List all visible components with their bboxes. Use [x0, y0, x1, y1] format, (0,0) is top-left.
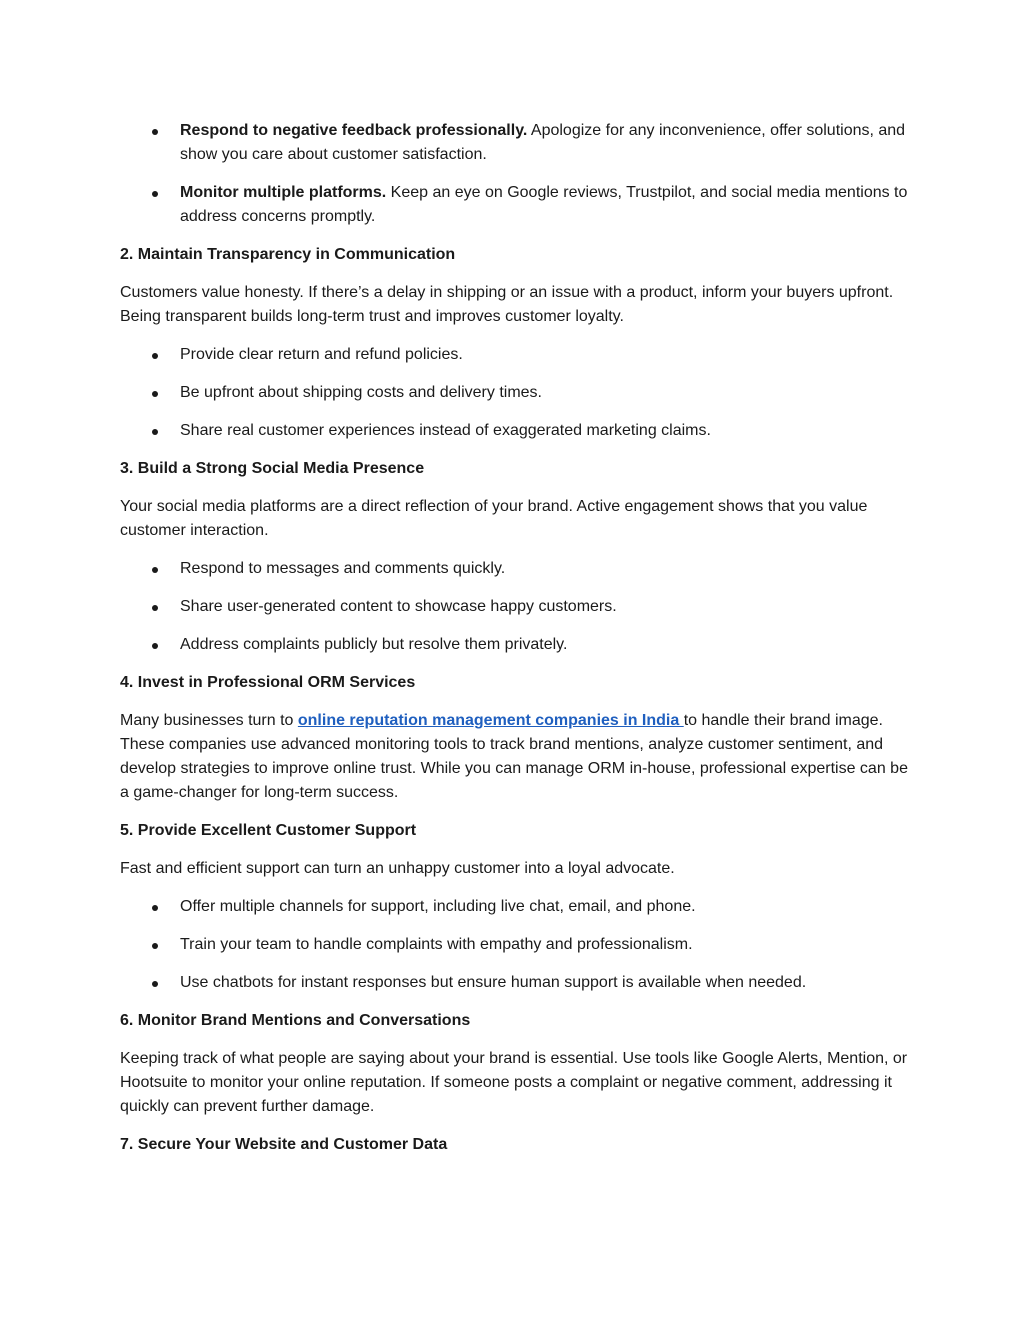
list-item-text: Train your team to handle complaints with empathy and professionalism.: [180, 936, 693, 953]
paragraph-text: to handle their brand image. These companies use advanced monitoring tools to track brand mentions, analyze customer sentiment, and develop strategies to improve online trust. While you can manage ORM in-house, professional expertise can be a game-changer for long-term success.: [120, 712, 908, 801]
list-item-text: Keep an eye on Google reviews, Trustpilot, and social media mentions to address concerns promptly.: [180, 184, 908, 225]
list-item: [120, 119, 910, 167]
bullet-icon: [152, 643, 158, 649]
list-item: [120, 557, 910, 581]
bullet-icon: [152, 391, 158, 397]
section-heading-transparency: 2. Maintain Transparency in Communication: [120, 246, 456, 263]
list-item: [120, 419, 910, 443]
paragraph-text: Many businesses turn to: [120, 712, 298, 729]
list-item-text: Respond to messages and comments quickly.: [180, 560, 506, 577]
bullet-icon: [152, 429, 158, 435]
intro-list: [120, 119, 910, 229]
list-item: [120, 343, 910, 367]
section-heading-monitor: 6. Monitor Brand Mentions and Conversations: [120, 1012, 471, 1029]
section-paragraph: Customers value honesty. If there’s a delay in shipping or an issue with a product, inform your buyers upfront. Being transparent builds long-term trust and improves customer loyalty.: [120, 284, 894, 325]
transparency-list: [120, 343, 910, 443]
orm-companies-link[interactable]: online reputation management companies in India: [297, 712, 684, 729]
support-list: [120, 895, 910, 995]
list-item-text: Address complaints publicly but resolve them privately.: [180, 636, 568, 653]
section-heading-support: 5. Provide Excellent Customer Support: [120, 822, 417, 839]
list-item: [120, 933, 910, 957]
section-heading-secure: 7. Secure Your Website and Customer Data: [120, 1136, 448, 1153]
bullet-icon: [152, 981, 158, 987]
section-paragraph: [120, 709, 910, 805]
bullet-icon: [152, 567, 158, 573]
list-item-lead: Monitor multiple platforms.: [180, 184, 387, 201]
social-media-list: [120, 557, 910, 657]
section-paragraph: Keeping track of what people are saying about your brand is essential. Use tools like Google Alerts, Mention, or Hootsuite to monitor your online reputation. If someone posts a complaint or negative comment, addressing it quickly can prevent further damage.: [120, 1050, 908, 1115]
section-paragraph: Fast and efficient support can turn an unhappy customer into a loyal advocate.: [120, 860, 675, 877]
section-heading-orm: 4. Invest in Professional ORM Services: [120, 674, 416, 691]
list-item-text: Be upfront about shipping costs and delivery times.: [180, 384, 542, 401]
list-item: [120, 895, 910, 919]
bullet-icon: [152, 943, 158, 949]
bullet-icon: [152, 905, 158, 911]
list-item-text: Use chatbots for instant responses but ensure human support is available when needed.: [180, 974, 807, 991]
list-item-text: Share real customer experiences instead of exaggerated marketing claims.: [180, 422, 711, 439]
bullet-icon: [152, 129, 158, 135]
list-item: [120, 181, 910, 229]
list-item: [120, 381, 910, 405]
list-item-lead: Respond to negative feedback professionally.: [180, 122, 528, 139]
section-paragraph: Your social media platforms are a direct reflection of your brand. Active engagement shows that you value customer interaction.: [120, 498, 868, 539]
list-item-text: Apologize for any inconvenience, offer solutions, and show you care about customer satisfaction.: [180, 122, 906, 163]
document-page: [120, 119, 910, 1171]
list-item: [120, 633, 910, 657]
bullet-icon: [152, 353, 158, 359]
list-item: [120, 971, 910, 995]
list-item: [120, 595, 910, 619]
bullet-icon: [152, 191, 158, 197]
list-item-text: Share user-generated content to showcase happy customers.: [180, 598, 617, 615]
list-item-text: Offer multiple channels for support, including live chat, email, and phone.: [180, 898, 696, 915]
list-item-text: Provide clear return and refund policies.: [180, 346, 463, 363]
section-heading-social-media: 3. Build a Strong Social Media Presence: [120, 460, 425, 477]
bullet-icon: [152, 605, 158, 611]
